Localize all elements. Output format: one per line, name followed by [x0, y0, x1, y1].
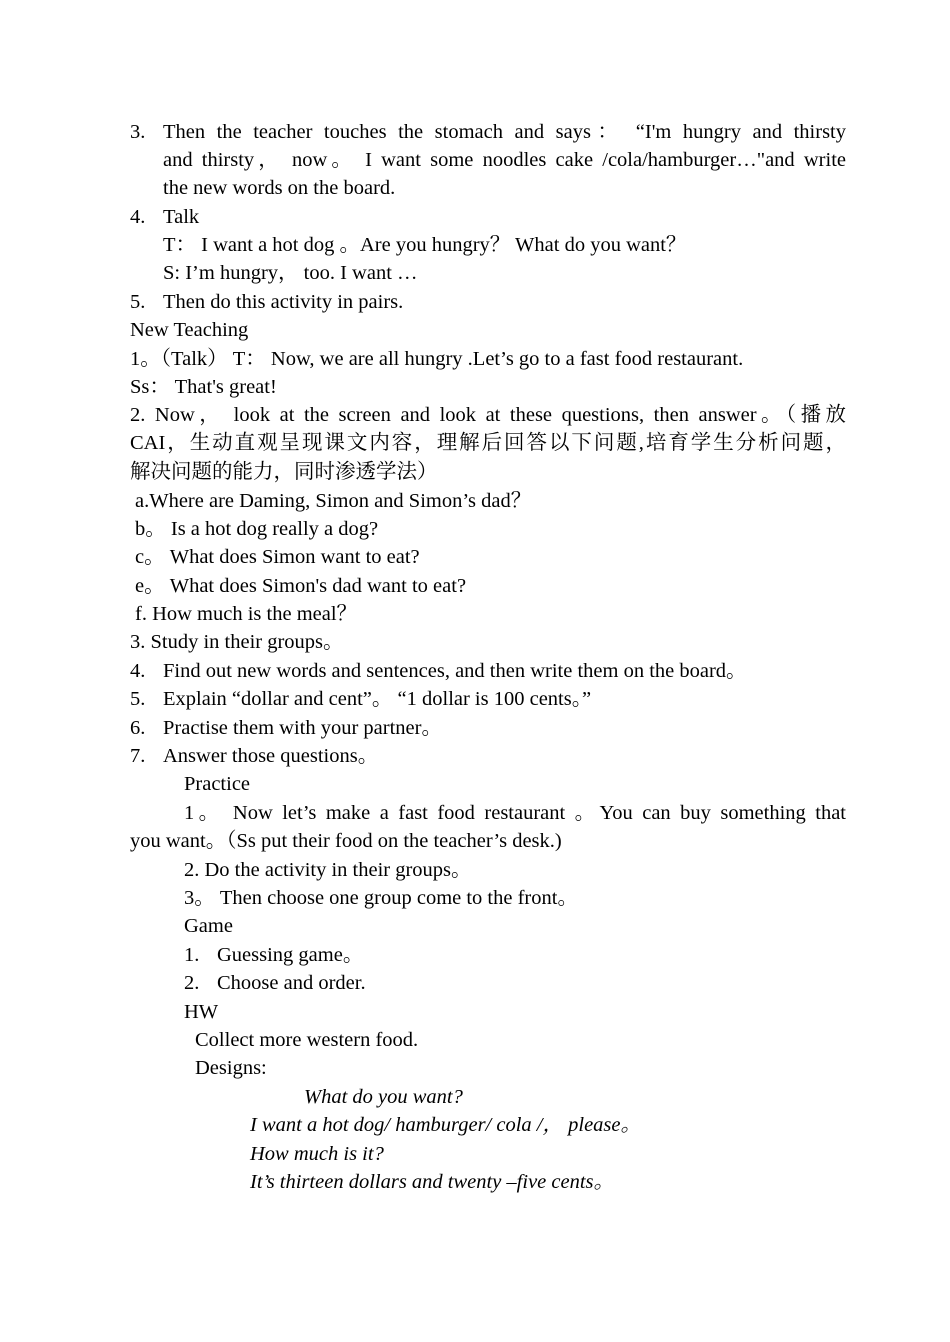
list-number: 5.	[130, 688, 146, 710]
game-item: Choose and order.	[217, 972, 366, 994]
game-heading: Game	[184, 915, 233, 937]
practice-p1-line1: 1。 Now let’s make a fast food restaurant 。You can buy something that	[184, 802, 846, 824]
new-teaching-p2-line2: CAI，生动直观呈现课文内容，理解后回答以下问题,培育学生分析问题，	[130, 432, 846, 454]
question-item: c。 What does Simon want to eat?	[135, 546, 420, 568]
practice-p1-line2: you want。（Ss put their food on the teacher’s desk.)	[130, 830, 562, 852]
list-number: 1.	[184, 944, 200, 966]
practice-p3: 3。 Then choose one group come to the front。	[184, 887, 578, 909]
list-item: Explain “dollar and cent”。 “1 dollar is 100 cents。”	[163, 688, 592, 710]
intro-item4-teacher-line: T： I want a hot dog 。Are you hungry？ What do you want？	[163, 234, 687, 256]
game-item: Guessing game。	[217, 944, 364, 966]
design-line: I want a hot dog/ hamburger/ cola /， please。	[250, 1114, 641, 1136]
question-item: f. How much is the meal？	[135, 603, 358, 625]
list-number: 4.	[130, 660, 146, 682]
question-item: a.Where are Daming, Simon and Simon’s dad？	[135, 490, 532, 512]
question-item: e。 What does Simon's dad want to eat?	[135, 575, 467, 597]
list-number: 4.	[130, 206, 146, 228]
new-teaching-p2-line1: 2. Now， look at the screen and look at these questions, then answer。（播放	[130, 404, 846, 426]
intro-item4-title: Talk	[163, 206, 200, 228]
list-item: Answer those questions。	[163, 745, 379, 767]
intro-item4-student-line: S: I’m hungry， too. I want …	[163, 262, 418, 284]
intro-item5-text: Then do this activity in pairs.	[163, 291, 404, 313]
new-teaching-p2-line3: 解决问题的能力，同时渗透学法）	[130, 461, 438, 483]
question-item: b。 Is a hot dog really a dog?	[135, 518, 379, 540]
intro-item3-line3: the new words on the board.	[163, 177, 396, 199]
design-line: How much is it?	[250, 1143, 384, 1165]
list-number: 3.	[130, 121, 146, 143]
new-teaching-heading: New Teaching	[130, 319, 249, 341]
new-teaching-p1-response: Ss： That's great!	[130, 376, 277, 398]
new-teaching-p1: 1。（Talk） T： Now, we are all hungry .Let’s go to a fast food restaurant.	[130, 348, 744, 370]
list-number: 6.	[130, 717, 146, 739]
practice-p2: 2. Do the activity in their groups。	[184, 859, 472, 881]
list-number: 2.	[184, 972, 200, 994]
list-number: 7.	[130, 745, 146, 767]
hw-text: Collect more western food.	[195, 1029, 419, 1051]
design-line: It’s thirteen dollars and twenty –five cents。	[250, 1171, 615, 1193]
list-number: 5.	[130, 291, 146, 313]
list-item: Practise them with your partner。	[163, 717, 442, 739]
hw-heading: HW	[184, 1001, 219, 1023]
design-line: What do you want?	[304, 1086, 463, 1108]
intro-item3-line2: and thirsty， now。 I want some noodles cake /cola/hamburger…"and write	[163, 149, 846, 171]
new-teaching-p3: 3. Study in their groups。	[130, 631, 344, 653]
list-item: Find out new words and sentences, and then write them on the board。	[163, 660, 747, 682]
intro-item3-line1: Then the teacher touches the stomach and says： “I'm hungry and thirsty	[163, 121, 846, 143]
practice-heading: Practice	[184, 773, 251, 795]
designs-label: Designs:	[195, 1057, 267, 1079]
